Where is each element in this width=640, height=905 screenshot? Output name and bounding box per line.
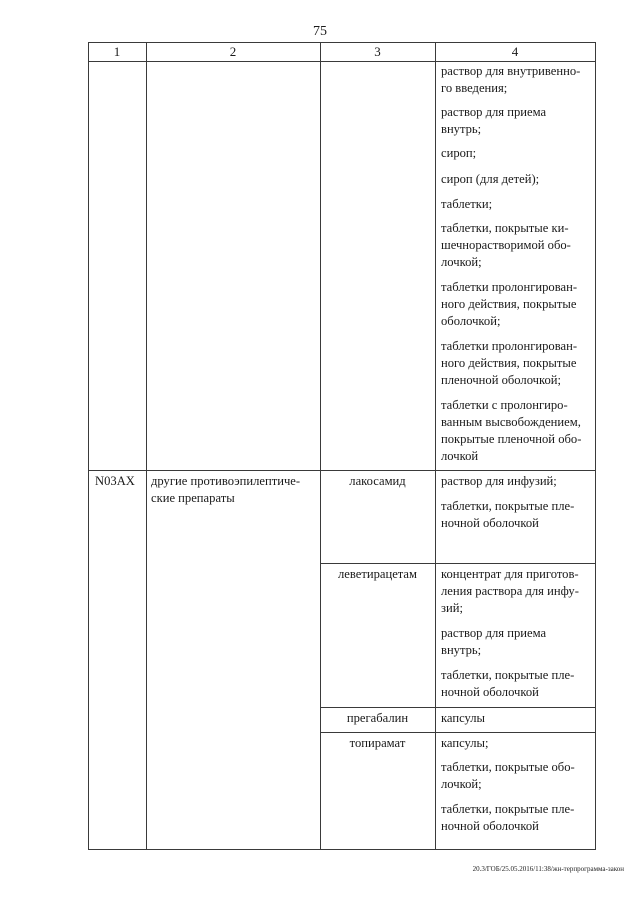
table-column-divider-2 (320, 42, 321, 850)
header-col-4: 4 (511, 44, 519, 59)
dosage-form-line: внутрь; (441, 122, 482, 136)
dosage-form-line: сироп (для детей); (441, 172, 540, 186)
dosage-form-line: оболочкой; (441, 314, 501, 328)
dosage-form-line: таблетки, покрытые пле- (441, 668, 575, 682)
dosage-form-line: пленочной оболочкой; (441, 373, 562, 387)
dosage-form-line: шечнорастворимой обо- (441, 238, 571, 252)
dosage-form-line: раствор для приема (441, 626, 547, 640)
row-divider-pregabalin (320, 707, 596, 708)
dosage-form-line: ночной оболочкой (441, 819, 539, 833)
dosage-form-line: ного действия, покрытые (441, 356, 577, 370)
dosage-form-line: таблетки, покрытые обо- (441, 760, 575, 774)
table-column-divider-3 (435, 42, 436, 850)
atc-code: N03AX (95, 474, 135, 488)
dosage-form-line: ванным высвобождением, (441, 415, 581, 429)
group-name-line: другие противоэпилептиче- (151, 474, 301, 488)
dosage-form-line: раствор для внутривенно- (441, 64, 581, 78)
header-col-1: 1 (113, 44, 121, 59)
dosage-form-line: таблетки пролонгирован- (441, 339, 578, 353)
dosage-form-line: капсулы (441, 711, 486, 725)
dosage-form-line: ного действия, покрытые (441, 297, 577, 311)
dosage-form-line: таблетки; (441, 197, 493, 211)
dosage-form-line: покрытые пленочной обо- (441, 432, 582, 446)
dosage-form-line: таблетки, покрытые пле- (441, 499, 575, 513)
dosage-form-line: лочкой; (441, 777, 482, 791)
dosage-form-line: раствор для инфузий; (441, 474, 557, 488)
dosage-form-line: таблетки, покрытые пле- (441, 802, 575, 816)
dosage-form-line: ночной оболочкой (441, 685, 539, 699)
dosage-form-line: лочкой (441, 449, 479, 463)
table-border-right (595, 42, 596, 850)
dosage-form-line: ления раствора для инфу- (441, 584, 579, 598)
dosage-form-line: го введения; (441, 81, 508, 95)
row-divider-levetiracetam (320, 563, 596, 564)
header-col-3: 3 (374, 44, 381, 59)
dosage-form-line: таблетки, покрытые ки- (441, 221, 569, 235)
dosage-form-line: зий; (441, 601, 463, 615)
drug-name: лакосамид (349, 474, 406, 488)
document-footer: 20.3/ГОБ/25.05.2016/11:38/жн-терпрограмма-закон (472, 865, 624, 873)
row-divider-topiramate (320, 732, 596, 733)
dosage-form-line: раствор для приема (441, 105, 547, 119)
table-border-bottom (88, 849, 596, 850)
table-column-divider-1 (146, 42, 147, 850)
dosage-form-line: таблетки пролонгирован- (441, 280, 578, 294)
drug-name: леветирацетам (337, 567, 417, 581)
dosage-form-line: сироп; (441, 146, 477, 160)
drug-name: топирамат (349, 736, 406, 750)
row-divider-group (88, 470, 596, 471)
dosage-form-line: ночной оболочкой (441, 516, 539, 530)
group-name-line: ские препараты (151, 491, 235, 505)
drug-name: прегабалин (346, 711, 409, 725)
dosage-form-line: таблетки с пролонгиро- (441, 398, 568, 412)
header-col-2: 2 (229, 44, 237, 59)
dosage-form-line: лочкой; (441, 255, 482, 269)
dosage-form-line: концентрат для приготов- (441, 567, 579, 581)
page-number: 75 (313, 24, 327, 39)
table-border-left (88, 42, 89, 850)
dosage-form-line: внутрь; (441, 643, 482, 657)
dosage-form-line: капсулы; (441, 736, 489, 750)
